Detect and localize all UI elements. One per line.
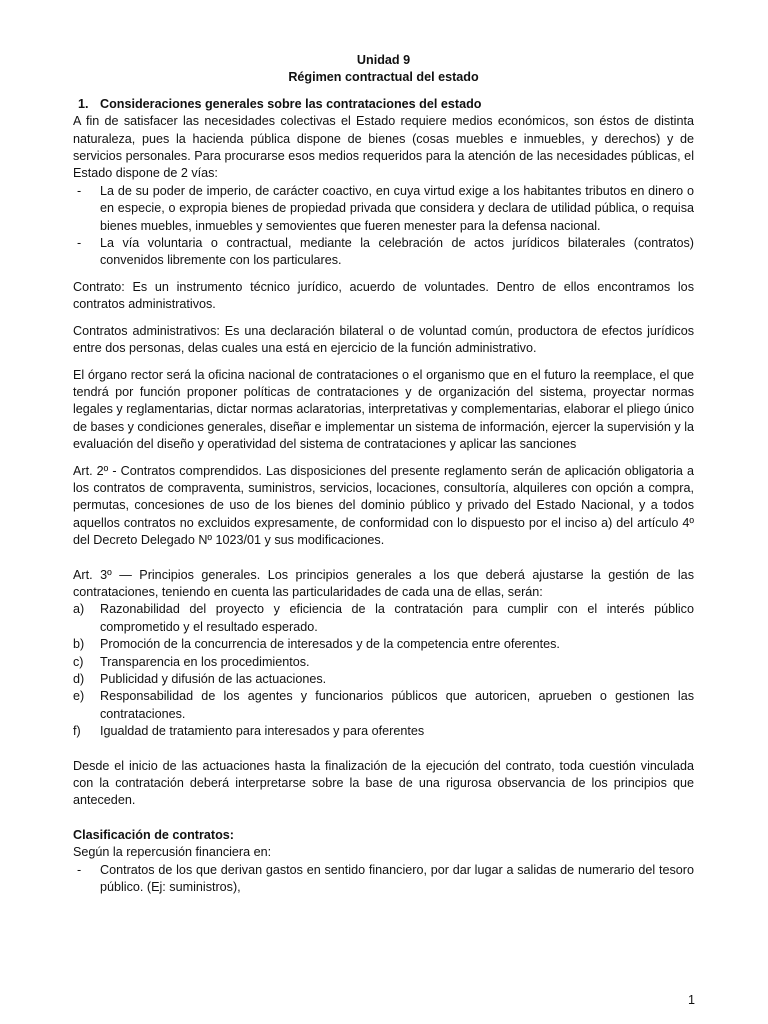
page-number: 1 xyxy=(687,993,695,1007)
unit-heading: Unidad 9 xyxy=(356,53,411,67)
classification-heading: Clasificación de contratos: xyxy=(73,827,234,842)
list-marker: a) xyxy=(73,602,85,617)
list-marker: - xyxy=(77,183,82,198)
governing-body-paragraph: El órgano rector será la oficina nacional de contrataciones o el organismo que en el futuro la reemplace, el que tendrá por función proponer políticas de contrataciones y de organización del sistema, proyectar normas legales y reglamentarias, dictar normas aclaratorias, interpretativas y complementarias, elaborar el pliego único de bases y condiciones generales, diseñar e implementar un sistema de información, ejercer la supervisión y la evaluación del diseño y operatividad del sistema de contrataciones y aplicar las sanciones xyxy=(73,367,694,452)
list-item-text: Transparencia en los procedimientos. xyxy=(100,654,310,669)
classification-subtitle: Según la repercusión financiera en: xyxy=(73,845,272,860)
list-item-text: Igualdad de tratamiento para interesados y para oferentes xyxy=(100,724,425,739)
list-item xyxy=(73,723,694,740)
intro-paragraph: A fin de satisfacer las necesidades colectivas el Estado requiere medios económicos, son éstos de distinta naturaleza, pues la hacienda pública dispone de bienes (cosas muebles e inmuebles, y derechos) y de servicios personales. Para procurarse esos medios requeridos para la atención de las necesidades públicas, el Estado dispone de 2 vías: xyxy=(73,114,694,181)
list-item-text: Publicidad y difusión de las actuaciones. xyxy=(100,672,327,686)
principles-list xyxy=(73,601,694,740)
section-title: Consideraciones generales sobre las contrataciones del estado xyxy=(100,96,482,111)
contract-definition: Contrato: Es un instrumento técnico jurídico, acuerdo de voluntades. Dentro de ellos encontramos los contratos administrativos. xyxy=(73,279,694,312)
document-title: Régimen contractual del estado xyxy=(288,70,479,85)
list-item-text: La vía voluntaria o contractual, mediante la celebración de actos jurídicos bilaterales (contratos) convenidos libremente con los particulares. xyxy=(100,236,694,268)
section-number: 1. xyxy=(78,96,89,111)
list-item-text: Contratos de los que derivan gastos en sentido financiero, por dar lugar a salidas de numerario del tesoro público. (Ej: suministros), xyxy=(100,862,694,895)
closing-paragraph: Desde el inicio de las actuaciones hasta la finalización de la ejecución del contrato, toda cuestión vinculada con la contratación deberá interpretarse sobre la base de una rigurosa observancia de los principios que anteceden. xyxy=(73,758,694,808)
list-item xyxy=(73,183,694,235)
ways-list xyxy=(73,183,694,270)
list-marker: - xyxy=(77,862,82,877)
list-item xyxy=(73,671,694,688)
list-marker: c) xyxy=(73,654,84,669)
list-marker: b) xyxy=(73,637,85,652)
article-2-paragraph: Art. 2º - Contratos comprendidos. Las disposiciones del presente reglamento serán de aplicación obligatoria a los contratos de compraventa, suministros, servicios, locaciones, consultoría, alquileres con opción a compra, permutas, concesiones de uso de los bienes del dominio público y privado del Estado Nacional, y a todos aquellos contratos no excluidos expresamente, de conformidad con lo dispuesto por el inciso a) del artículo 4º del Decreto Delegado Nº 1023/01 y sus modificaciones. xyxy=(73,463,694,548)
list-item-text: Razonabilidad del proyecto y eficiencia de la contratación para cumplir con el interés público comprometido y el resultado esperado. xyxy=(100,602,694,634)
list-marker: - xyxy=(77,236,82,251)
list-marker: f) xyxy=(73,724,81,739)
list-item-text: Promoción de la concurrencia de interesados y de la competencia entre oferentes. xyxy=(100,637,560,652)
section-heading xyxy=(73,96,694,113)
list-item xyxy=(73,862,694,897)
admin-contract-definition: Contratos administrativos: Es una declaración bilateral o de voluntad común, productora de efectos jurídicos entre dos personas, delas cuales una está en ejercicio de la función administrativo. xyxy=(73,323,694,356)
list-marker: d) xyxy=(73,672,85,686)
list-item-text: La de su poder de imperio, de carácter coactivo, en cuya virtud exige a los habitantes tributos en dinero o en especie, o expropia bienes de propiedad privada que considera y declara de utilidad pública, o requisa bienes muebles, inmuebles y semovientes que fueren menester para la defensa nacional. xyxy=(100,183,694,233)
list-marker: e) xyxy=(73,689,85,704)
article-3-paragraph: Art. 3º — Principios generales. Los principios generales a los que deberá ajustarse la gestión de las contrataciones, teniendo en cuenta las particularidades de cada una de ellas, serán: xyxy=(73,567,694,599)
classification-list xyxy=(73,862,694,897)
list-item-text: Responsabilidad de los agentes y funcionarios públicos que autoricen, aprueben o gestionen las contrataciones. xyxy=(100,689,694,721)
list-item xyxy=(73,688,694,723)
list-item xyxy=(73,235,694,270)
list-item xyxy=(73,601,694,636)
list-item xyxy=(73,654,694,671)
list-item xyxy=(73,636,694,653)
document-page xyxy=(73,52,694,896)
